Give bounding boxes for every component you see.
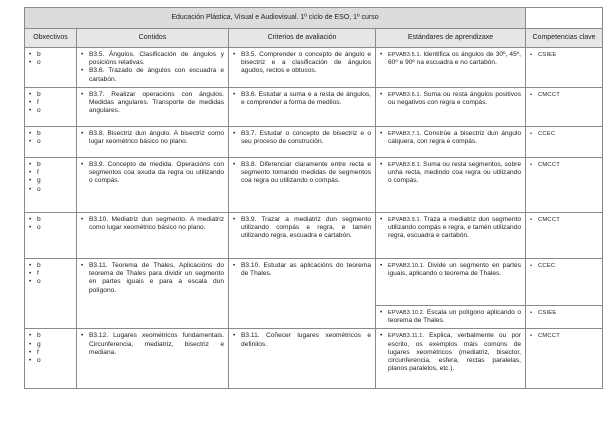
- criterion-item-text: B3.5. Comprender o concepto de ángulo e bisectriz e a clasificación de ángulos agudos, rectos e obtusos.: [241, 51, 371, 75]
- criterion-item-text: B3.10. Estudar as aplicacións do teorema de Thales.: [241, 262, 371, 278]
- bullet-icon: •: [81, 51, 84, 58]
- criterion-item: [233, 91, 371, 107]
- standard-text: Traza a mediatriz dun segmento utilizando compás e regra, e tamén utilizando regra, escuadra e cartabón.: [388, 216, 522, 240]
- bullet-icon: •: [29, 130, 32, 137]
- bullet-icon: •: [81, 161, 84, 168]
- objective-item-text: b: [37, 91, 41, 98]
- standard-cell: [376, 158, 526, 213]
- competence-cell: [526, 48, 603, 88]
- criterion-item-text: B3.6. Estudar a suma e a resta de ángulos, e comprender a forma de medilos.: [241, 91, 371, 107]
- table-row: [25, 213, 603, 259]
- content-item-text: B3.5. Ángulos. Clasificación de ángulos y posicións relativas.: [89, 51, 224, 67]
- bullet-icon: •: [81, 67, 84, 75]
- objectives-cell: [25, 48, 77, 88]
- standard-code: EPVAB3.6.1.: [388, 92, 424, 98]
- bullet-icon: •: [233, 262, 236, 269]
- title-corner-cell: [526, 8, 603, 29]
- bullet-icon: •: [530, 310, 533, 316]
- competence-item: [530, 91, 598, 99]
- header-criteria: Criterios de avaliación: [229, 29, 376, 48]
- objective-item-text: f: [37, 99, 39, 107]
- content-item: [81, 67, 224, 83]
- bullet-icon: •: [233, 332, 236, 340]
- criterion-item-text: B3.7. Estudar o concepto de bisectriz e o seu proceso de construción.: [241, 130, 371, 146]
- bullet-icon: •: [29, 161, 32, 168]
- bullet-icon: •: [29, 59, 32, 67]
- table-title: Educación Plástica, Visual e Audiovisual. 1º ciclo de ESO, 1º curso: [25, 8, 526, 29]
- bullet-icon: •: [29, 185, 32, 193]
- standard-text: Suma ou resta ángulos positivos ou negativos con regra e compás.: [388, 91, 521, 107]
- objective-item: [29, 224, 72, 232]
- content-item-text: B3.11. Teorema de Thales. Aplicacións do teorema de Thales para dividir un segmento en partes iguais e para a escala dun polígono.: [89, 262, 224, 294]
- bullet-icon: •: [29, 348, 32, 356]
- objective-item: [29, 130, 72, 138]
- standard-cell: [376, 88, 526, 127]
- objective-item-text: f: [37, 348, 39, 356]
- bullet-icon: •: [29, 138, 32, 146]
- standard-item: [380, 262, 521, 278]
- header-competences: Competencias clave: [526, 29, 603, 48]
- objective-item: [29, 186, 72, 194]
- bullet-icon: •: [29, 177, 32, 185]
- bullet-icon: •: [81, 130, 84, 137]
- bullet-icon: •: [29, 224, 32, 232]
- bullet-icon: •: [29, 99, 32, 107]
- header-standards: Estándares de aprendizaxe: [376, 29, 526, 48]
- contents-cell: [77, 259, 229, 329]
- objective-item: [29, 169, 72, 177]
- objective-item-text: o: [37, 107, 41, 115]
- objective-item: [29, 51, 72, 59]
- objective-item: [29, 161, 72, 169]
- standard-text: Divide un segmento en partes iguais, aplicando o teorema de Thales.: [388, 262, 522, 278]
- objectives-cell: [25, 213, 77, 259]
- objective-item-text: o: [37, 138, 41, 146]
- standard-cell: [376, 259, 526, 306]
- contents-cell: [77, 158, 229, 213]
- bullet-icon: •: [29, 332, 32, 340]
- standard-code: EPVAB3.10.1.: [388, 263, 428, 269]
- competence-item: [530, 216, 598, 224]
- objective-item: [29, 107, 72, 115]
- table-row: [25, 88, 603, 127]
- content-item: [81, 51, 224, 67]
- competence-item: [530, 332, 598, 340]
- table-row: [25, 329, 603, 389]
- content-item: [81, 332, 224, 357]
- competence-cell: [526, 88, 603, 127]
- standard-cell: [376, 127, 526, 158]
- objectives-cell: [25, 127, 77, 158]
- criterion-item-text: B3.8. Diferenciar claramente entre recta e segmento tomando medidas de segmentos coa regra ou utilizando o compás.: [241, 161, 371, 185]
- bullet-icon: •: [81, 262, 84, 269]
- objective-item-text: b: [37, 51, 41, 58]
- competence-item: [530, 51, 598, 59]
- objective-item-text: f: [37, 169, 39, 177]
- objective-item: [29, 332, 72, 340]
- bullet-icon: •: [380, 161, 383, 168]
- standard-code: EPVAB3.11.1.: [388, 333, 430, 340]
- standard-code: EPVAB3.5.1.: [388, 52, 424, 58]
- content-item: [81, 130, 224, 146]
- criterion-item: [233, 332, 371, 348]
- competence-cell: [526, 259, 603, 306]
- content-item: [81, 262, 224, 295]
- content-item-text: B3.9. Concepto de medida. Operacións con segmentos coa axuda da regra ou utilizando o compás.: [89, 161, 224, 185]
- objective-item: [29, 216, 72, 224]
- header-objectives: Obxectivos: [25, 29, 77, 48]
- competence-text: CMCCT: [538, 333, 560, 340]
- content-item: [81, 216, 224, 232]
- objective-item: [29, 138, 72, 146]
- bullet-icon: •: [380, 130, 383, 137]
- criterion-item: [233, 262, 371, 278]
- criteria-cell: [229, 48, 376, 88]
- objectives-cell: [25, 88, 77, 127]
- bullet-icon: •: [233, 130, 236, 137]
- objective-item-text: b: [37, 216, 41, 223]
- competence-text: CMCCT: [538, 162, 560, 168]
- contents-cell: [77, 127, 229, 158]
- competence-item: [530, 130, 598, 138]
- bullet-icon: •: [81, 332, 84, 340]
- bullet-icon: •: [233, 216, 236, 223]
- curriculum-table: [24, 7, 603, 389]
- table-row: [25, 259, 603, 306]
- content-item-text: B3.12. Lugares xeométricos fundamentais. Circunferencia, mediatriz, bisectriz e mediana.: [89, 332, 224, 356]
- bullet-icon: •: [29, 216, 32, 223]
- content-item: [81, 161, 224, 186]
- objective-item: [29, 262, 72, 270]
- competence-text: CSIEE: [538, 52, 557, 58]
- curriculum-table-container: [24, 7, 602, 389]
- contents-cell: [77, 213, 229, 259]
- bullet-icon: •: [380, 309, 383, 316]
- objective-item: [29, 357, 72, 365]
- competence-cell: [526, 306, 603, 329]
- objective-item-text: b: [37, 161, 41, 168]
- table-row: [25, 127, 603, 158]
- criterion-item: [233, 130, 371, 146]
- bullet-icon: •: [380, 91, 383, 98]
- competence-cell: [526, 213, 603, 259]
- standard-text: Escala un polígono aplicando o teorema de Thales.: [388, 309, 522, 325]
- bullet-icon: •: [29, 169, 32, 177]
- content-item: [81, 91, 224, 116]
- standard-cell: [376, 48, 526, 88]
- bullet-icon: •: [380, 216, 383, 223]
- contents-cell: [77, 48, 229, 88]
- competence-cell: [526, 329, 603, 389]
- header-contents: Contidos: [77, 29, 229, 48]
- standard-code: EPVAB3.7.1.: [388, 131, 425, 137]
- standard-item: [380, 309, 521, 325]
- bullet-icon: •: [530, 52, 533, 58]
- objective-item: [29, 270, 72, 278]
- objective-item-text: f: [37, 270, 39, 278]
- standard-code: EPVAB3.10.2.: [388, 310, 427, 316]
- competence-text: CMCCT: [538, 217, 560, 223]
- objective-item: [29, 349, 72, 357]
- objective-item-text: o: [37, 59, 41, 67]
- bullet-icon: •: [530, 162, 533, 168]
- standard-item: [380, 332, 521, 373]
- criterion-item: [233, 51, 371, 76]
- objective-item: [29, 278, 72, 286]
- content-item-text: B3.8. Bisectriz dun ángulo. A bisectriz como lugar xeométrico básico no plano.: [89, 130, 224, 146]
- bullet-icon: •: [29, 91, 32, 98]
- objective-item: [29, 99, 72, 107]
- criteria-cell: [229, 329, 376, 389]
- competence-text: CCEC: [538, 131, 556, 137]
- objective-item-text: b: [37, 332, 41, 340]
- objective-item-text: o: [37, 357, 41, 365]
- bullet-icon: •: [29, 357, 32, 365]
- standard-cell: [376, 213, 526, 259]
- bullet-icon: •: [380, 332, 383, 340]
- objective-item: [29, 341, 72, 349]
- criteria-cell: [229, 127, 376, 158]
- bullet-icon: •: [233, 91, 236, 98]
- standard-item: [380, 91, 521, 107]
- bullet-icon: •: [380, 262, 383, 269]
- criteria-cell: [229, 259, 376, 329]
- bullet-icon: •: [29, 51, 32, 58]
- competence-item: [530, 161, 598, 169]
- criteria-cell: [229, 158, 376, 213]
- bullet-icon: •: [380, 51, 383, 58]
- standard-item: [380, 51, 521, 67]
- competence-item: [530, 309, 598, 317]
- standard-item: [380, 130, 521, 146]
- objectives-cell: [25, 329, 77, 389]
- objectives-cell: [25, 259, 77, 329]
- bullet-icon: •: [81, 91, 84, 98]
- objectives-cell: [25, 158, 77, 213]
- standard-code: EPVAB3.8.1.: [388, 162, 424, 168]
- standard-item: [380, 216, 521, 241]
- content-item-text: B3.10. Mediatriz dun segmento. A mediatriz como lugar xeométrico básico no plano.: [89, 216, 224, 232]
- bullet-icon: •: [29, 107, 32, 115]
- table-row: [25, 158, 603, 213]
- bullet-icon: •: [530, 217, 533, 223]
- criterion-item: [233, 161, 371, 186]
- competence-text: CMCCT: [538, 92, 560, 98]
- criterion-item-text: B3.11. Coñecer lugares xeométricos e definilos.: [241, 332, 371, 348]
- bullet-icon: •: [530, 333, 533, 340]
- objective-item-text: g: [37, 177, 41, 185]
- table-row: [25, 48, 603, 88]
- bullet-icon: •: [29, 278, 32, 286]
- bullet-icon: •: [29, 340, 32, 348]
- bullet-icon: •: [81, 216, 84, 223]
- bullet-icon: •: [530, 92, 533, 98]
- bullet-icon: •: [29, 270, 32, 278]
- objective-item: [29, 59, 72, 67]
- objective-item: [29, 91, 72, 99]
- standard-text: Identifica os ángulos de 30º, 45º, 60º e 90º na escuadra e no cartabón.: [388, 51, 521, 67]
- standard-code: EPVAB3.9.1.: [388, 217, 424, 223]
- standard-item: [380, 161, 521, 186]
- criteria-cell: [229, 88, 376, 127]
- competence-text: CSIEE: [538, 310, 557, 316]
- standard-text: Constrúe a bisectriz dun ángulo calquera, con regra e compás.: [388, 130, 522, 146]
- bullet-icon: •: [233, 51, 236, 58]
- bullet-icon: •: [29, 262, 32, 269]
- competence-cell: [526, 127, 603, 158]
- criterion-item: [233, 216, 371, 241]
- content-item-text: B3.6. Trazado de ángulos con escuadra e cartabón.: [89, 67, 224, 83]
- objective-item-text: o: [37, 278, 41, 286]
- objective-item-text: o: [37, 185, 41, 193]
- objective-item-text: b: [37, 130, 41, 137]
- standard-cell: [376, 329, 526, 389]
- table-body: [25, 48, 603, 389]
- contents-cell: [77, 88, 229, 127]
- bullet-icon: •: [530, 131, 533, 137]
- competence-cell: [526, 158, 603, 213]
- content-item-text: B3.7. Realizar operacións con ángulos. Medidas angulares. Transporte de medidas angulares.: [89, 91, 224, 115]
- objective-item-text: o: [37, 224, 41, 232]
- objective-item-text: b: [37, 262, 41, 269]
- standard-cell: [376, 306, 526, 329]
- standard-text: Suma ou resta segmentos, sobre unha recta, medindo coa regra ou utilizando o compás.: [388, 161, 522, 185]
- competence-text: CCEC: [538, 263, 556, 269]
- criterion-item-text: B3.9. Trazar a mediatriz dun segmento utilizando compás e regra, e tamén utilizando regra, escuadra e cartabón.: [241, 216, 371, 240]
- competence-item: [530, 262, 598, 270]
- standard-text: Explica, verbalmente ou por escrito, os exemplos máis comúns de lugares xeométricos (mediatriz, bisector, circunferencia, esfera, rectas paralelas, planos paralelos, etc.).: [388, 332, 522, 373]
- objective-item: [29, 177, 72, 185]
- contents-cell: [77, 329, 229, 389]
- objective-item-text: g: [37, 340, 41, 348]
- bullet-icon: •: [233, 161, 236, 168]
- criteria-cell: [229, 213, 376, 259]
- bullet-icon: •: [530, 263, 533, 269]
